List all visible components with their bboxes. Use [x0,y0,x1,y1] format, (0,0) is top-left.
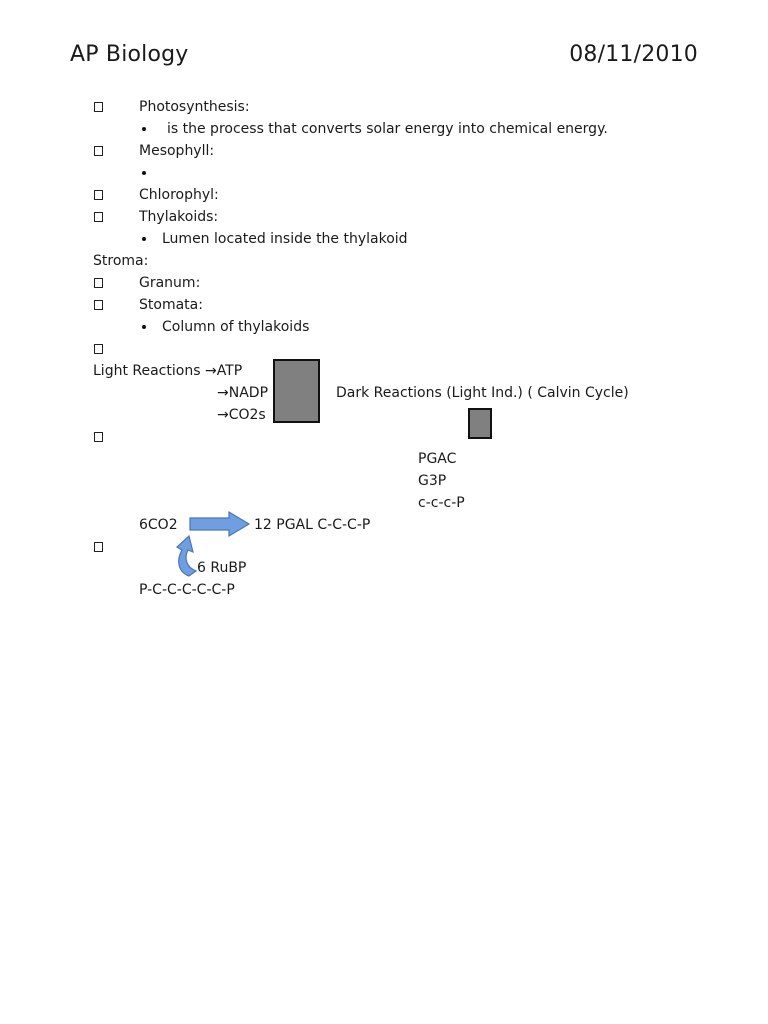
nadp-line [217,383,268,403]
term-granum: Granum: [139,275,201,291]
arrow-right-icon: → [217,385,229,401]
bullet-icon [142,325,146,329]
term-chlorophyl: Chlorophyl: [139,187,219,203]
light-reactions-label [93,361,242,381]
bullet-icon [142,171,146,175]
checkbox-photosynthesis [94,102,103,112]
page-title: AP Biology [70,42,189,67]
checkbox-mesophyll [94,146,103,156]
definition-thylakoids: Lumen located inside the thylakoid [162,231,408,247]
gray-rectangle-shape [273,359,320,423]
nadp-label: NADP [228,385,269,401]
cccp-label: c-c-c-P [418,495,465,511]
co2-label: 6CO2 [139,517,178,533]
arrow-right-icon: → [204,363,217,379]
dark-reactions-label: Dark Reactions (Light Ind.) ( Calvin Cycle) [336,385,629,401]
page-date: 08/11/2010 [569,42,698,67]
rubp-chain-label: P-C-C-C-C-C-P [139,582,235,598]
term-stroma: Stroma: [93,253,149,269]
pgal-label: 12 PGAL C-C-C-P [254,517,371,533]
small-gray-rectangle-shape [468,408,492,439]
light-reactions-text: Light Reactions [93,363,201,379]
term-mesophyll: Mesophyll: [139,143,215,159]
checkbox-granum [94,278,103,288]
checkbox-stomata [94,300,103,310]
bullet-icon [142,127,146,131]
checkbox-chlorophyl [94,190,103,200]
checkbox-empty [94,344,103,354]
rubp-label: 6 RuBP [197,560,247,576]
g3p-label: G3P [418,473,447,489]
definition-photosynthesis: is the process that converts solar energy into chemical energy. [167,121,608,137]
checkbox-thylakoids [94,212,103,222]
co2s-line [217,405,266,425]
pgac-label: PGAC [418,451,457,467]
curved-up-arrow-icon [170,534,200,578]
bullet-icon [142,237,146,241]
atp-label: ATP [216,363,243,379]
term-thylakoids: Thylakoids: [139,209,219,225]
arrow-right-icon: → [217,407,229,423]
checkbox-empty [94,432,103,442]
co2s-label: CO2s [228,407,266,423]
term-photosynthesis: Photosynthesis: [139,99,250,115]
definition-stomata: Column of thylakoids [162,319,310,335]
term-stomata: Stomata: [139,297,203,313]
checkbox-empty [94,542,103,552]
